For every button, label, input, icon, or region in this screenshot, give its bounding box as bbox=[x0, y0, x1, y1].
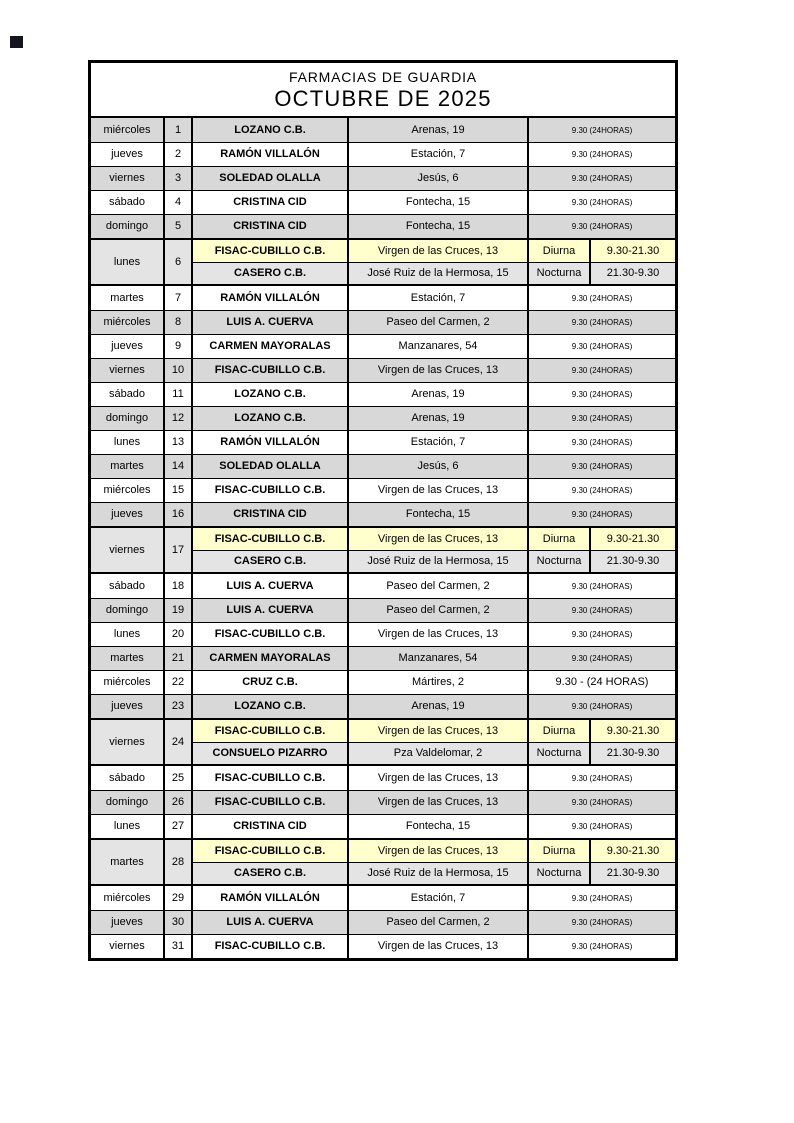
pharmacy-name-cell: LUIS A. CUERVA bbox=[191, 574, 347, 598]
day-number-cell: 25 bbox=[163, 766, 191, 790]
address-cell: Estación, 7 bbox=[347, 286, 527, 310]
day-name-cell: domingo bbox=[91, 791, 163, 814]
address-cell: Virgen de las Cruces, 13 bbox=[347, 359, 527, 382]
pharmacy-name-cell: FISAC-CUBILLO C.B. bbox=[191, 766, 347, 790]
pharmacy-name-cell: FISAC-CUBILLO C.B. bbox=[191, 240, 347, 262]
pharmacy-name-cell: LOZANO C.B. bbox=[191, 383, 347, 406]
day-number-cell: 18 bbox=[163, 574, 191, 598]
day-name-cell: jueves bbox=[91, 503, 163, 526]
pharmacy-name-cell: CARMEN MAYORALAS bbox=[191, 647, 347, 670]
pharmacy-name-cell: CRISTINA CID bbox=[191, 215, 347, 238]
pharmacy-name-cell: LOZANO C.B. bbox=[191, 118, 347, 142]
split-shift-block bbox=[191, 528, 675, 572]
day-shift-row bbox=[191, 240, 675, 262]
hours-cell: 9.30 (24HORAS) bbox=[527, 215, 675, 238]
table-row-day-28 bbox=[91, 838, 675, 886]
shift-hours-cell: 21.30-9.30 bbox=[589, 263, 675, 284]
day-number-cell: 31 bbox=[163, 935, 191, 958]
day-number-cell: 7 bbox=[163, 286, 191, 310]
day-name-cell: lunes bbox=[91, 623, 163, 646]
hours-cell: 9.30 (24HORAS) bbox=[527, 574, 675, 598]
day-number-cell: 26 bbox=[163, 791, 191, 814]
pharmacy-name-cell: LUIS A. CUERVA bbox=[191, 311, 347, 334]
table-row-day-3 bbox=[91, 166, 675, 190]
night-shift-row bbox=[191, 862, 675, 884]
pharmacy-name-cell: FISAC-CUBILLO C.B. bbox=[191, 359, 347, 382]
table-row-day-2 bbox=[91, 142, 675, 166]
table-row-day-11 bbox=[91, 382, 675, 406]
address-cell: Virgen de las Cruces, 13 bbox=[347, 623, 527, 646]
pharmacy-name-cell: CRUZ C.B. bbox=[191, 671, 347, 694]
hours-cell: 9.30 - (24 HORAS) bbox=[527, 671, 675, 694]
table-row-day-13 bbox=[91, 430, 675, 454]
pharmacy-name-cell: FISAC-CUBILLO C.B. bbox=[191, 623, 347, 646]
pharmacy-name-cell: SOLEDAD OLALLA bbox=[191, 455, 347, 478]
pharmacy-name-cell: CASERO C.B. bbox=[191, 263, 347, 284]
table-row-day-25 bbox=[91, 766, 675, 790]
table-row-day-16 bbox=[91, 502, 675, 526]
table-row-day-7 bbox=[91, 286, 675, 310]
day-number-cell: 6 bbox=[163, 240, 191, 284]
day-number-cell: 27 bbox=[163, 815, 191, 838]
day-number-cell: 24 bbox=[163, 720, 191, 764]
address-cell: Paseo del Carmen, 2 bbox=[347, 311, 527, 334]
hours-cell: 9.30 (24HORAS) bbox=[527, 191, 675, 214]
address-cell: Virgen de las Cruces, 13 bbox=[347, 791, 527, 814]
address-cell: Virgen de las Cruces, 13 bbox=[347, 240, 527, 262]
night-shift-row bbox=[191, 742, 675, 764]
day-name-cell: domingo bbox=[91, 215, 163, 238]
day-number-cell: 1 bbox=[163, 118, 191, 142]
hours-cell: 9.30 (24HORAS) bbox=[527, 431, 675, 454]
shift-hours-cell: 9.30-21.30 bbox=[589, 720, 675, 742]
day-name-cell: lunes bbox=[91, 431, 163, 454]
pharmacy-name-cell: CASERO C.B. bbox=[191, 863, 347, 884]
address-cell: Paseo del Carmen, 2 bbox=[347, 574, 527, 598]
night-shift-row bbox=[191, 550, 675, 572]
shift-hours-cell: 9.30-21.30 bbox=[589, 240, 675, 262]
day-name-cell: miércoles bbox=[91, 671, 163, 694]
day-name-cell: lunes bbox=[91, 240, 163, 284]
address-cell: Jesús, 6 bbox=[347, 167, 527, 190]
night-shift-row bbox=[191, 262, 675, 284]
day-name-cell: miércoles bbox=[91, 118, 163, 142]
shift-period-cell: Nocturna bbox=[527, 551, 589, 572]
hours-cell: 9.30 (24HORAS) bbox=[527, 455, 675, 478]
address-cell: Fontecha, 15 bbox=[347, 815, 527, 838]
day-name-cell: jueves bbox=[91, 695, 163, 718]
day-number-cell: 11 bbox=[163, 383, 191, 406]
table-row-day-8 bbox=[91, 310, 675, 334]
address-cell: Virgen de las Cruces, 13 bbox=[347, 479, 527, 502]
day-number-cell: 10 bbox=[163, 359, 191, 382]
day-name-cell: viernes bbox=[91, 528, 163, 572]
table-subtitle-month: OCTUBRE DE 2025 bbox=[274, 85, 492, 111]
table-row-day-9 bbox=[91, 334, 675, 358]
table-row-day-10 bbox=[91, 358, 675, 382]
shift-period-cell: Nocturna bbox=[527, 743, 589, 764]
table-body bbox=[91, 118, 675, 958]
pharmacy-name-cell: CONSUELO PIZARRO bbox=[191, 743, 347, 764]
address-cell: Mártires, 2 bbox=[347, 671, 527, 694]
table-row-day-23 bbox=[91, 694, 675, 718]
pharmacy-name-cell: FISAC-CUBILLO C.B. bbox=[191, 840, 347, 862]
table-row-day-21 bbox=[91, 646, 675, 670]
address-cell: Jesús, 6 bbox=[347, 455, 527, 478]
hours-cell: 9.30 (24HORAS) bbox=[527, 407, 675, 430]
day-number-cell: 17 bbox=[163, 528, 191, 572]
day-name-cell: viernes bbox=[91, 720, 163, 764]
day-number-cell: 12 bbox=[163, 407, 191, 430]
table-row-day-31 bbox=[91, 934, 675, 958]
shift-period-cell: Diurna bbox=[527, 528, 589, 550]
table-header bbox=[91, 63, 675, 118]
pharmacy-name-cell: FISAC-CUBILLO C.B. bbox=[191, 720, 347, 742]
pharmacy-name-cell: RAMÓN VILLALÓN bbox=[191, 431, 347, 454]
day-name-cell: domingo bbox=[91, 407, 163, 430]
pharmacy-name-cell: RAMÓN VILLALÓN bbox=[191, 286, 347, 310]
day-name-cell: lunes bbox=[91, 815, 163, 838]
pharmacy-name-cell: CRISTINA CID bbox=[191, 191, 347, 214]
table-row-day-22 bbox=[91, 670, 675, 694]
day-name-cell: martes bbox=[91, 840, 163, 884]
split-shift-block bbox=[191, 720, 675, 764]
table-row-day-1 bbox=[91, 118, 675, 142]
hours-cell: 9.30 (24HORAS) bbox=[527, 623, 675, 646]
table-row-day-15 bbox=[91, 478, 675, 502]
pharmacy-name-cell: RAMÓN VILLALÓN bbox=[191, 143, 347, 166]
day-number-cell: 16 bbox=[163, 503, 191, 526]
address-cell: Paseo del Carmen, 2 bbox=[347, 599, 527, 622]
pharmacy-name-cell: CRISTINA CID bbox=[191, 503, 347, 526]
day-number-cell: 5 bbox=[163, 215, 191, 238]
table-row-day-4 bbox=[91, 190, 675, 214]
table-row-day-5 bbox=[91, 214, 675, 238]
shift-hours-cell: 21.30-9.30 bbox=[589, 743, 675, 764]
hours-cell: 9.30 (24HORAS) bbox=[527, 503, 675, 526]
address-cell: Manzanares, 54 bbox=[347, 647, 527, 670]
pharmacy-name-cell: LOZANO C.B. bbox=[191, 695, 347, 718]
day-name-cell: sábado bbox=[91, 191, 163, 214]
hours-cell: 9.30 (24HORAS) bbox=[527, 118, 675, 142]
day-number-cell: 22 bbox=[163, 671, 191, 694]
table-row-day-12 bbox=[91, 406, 675, 430]
address-cell: Virgen de las Cruces, 13 bbox=[347, 528, 527, 550]
day-name-cell: viernes bbox=[91, 935, 163, 958]
address-cell: Manzanares, 54 bbox=[347, 335, 527, 358]
day-number-cell: 2 bbox=[163, 143, 191, 166]
day-name-cell: viernes bbox=[91, 359, 163, 382]
day-name-cell: martes bbox=[91, 286, 163, 310]
shift-period-cell: Diurna bbox=[527, 720, 589, 742]
day-number-cell: 4 bbox=[163, 191, 191, 214]
address-cell: Virgen de las Cruces, 13 bbox=[347, 935, 527, 958]
hours-cell: 9.30 (24HORAS) bbox=[527, 599, 675, 622]
pharmacy-name-cell: RAMÓN VILLALÓN bbox=[191, 886, 347, 910]
hours-cell: 9.30 (24HORAS) bbox=[527, 167, 675, 190]
day-name-cell: sábado bbox=[91, 574, 163, 598]
address-cell: Estación, 7 bbox=[347, 886, 527, 910]
day-name-cell: miércoles bbox=[91, 886, 163, 910]
day-number-cell: 21 bbox=[163, 647, 191, 670]
day-number-cell: 23 bbox=[163, 695, 191, 718]
table-row-day-19 bbox=[91, 598, 675, 622]
day-name-cell: martes bbox=[91, 455, 163, 478]
day-name-cell: miércoles bbox=[91, 311, 163, 334]
day-name-cell: domingo bbox=[91, 599, 163, 622]
address-cell: Virgen de las Cruces, 13 bbox=[347, 720, 527, 742]
day-number-cell: 28 bbox=[163, 840, 191, 884]
hours-cell: 9.30 (24HORAS) bbox=[527, 911, 675, 934]
hours-cell: 9.30 (24HORAS) bbox=[527, 286, 675, 310]
table-row-day-18 bbox=[91, 574, 675, 598]
address-cell: Fontecha, 15 bbox=[347, 215, 527, 238]
shift-hours-cell: 9.30-21.30 bbox=[589, 528, 675, 550]
day-name-cell: jueves bbox=[91, 335, 163, 358]
day-shift-row bbox=[191, 720, 675, 742]
day-name-cell: martes bbox=[91, 647, 163, 670]
day-name-cell: miércoles bbox=[91, 479, 163, 502]
shift-period-cell: Diurna bbox=[527, 240, 589, 262]
hours-cell: 9.30 (24HORAS) bbox=[527, 766, 675, 790]
address-cell: José Ruiz de la Hermosa, 15 bbox=[347, 551, 527, 572]
address-cell: Fontecha, 15 bbox=[347, 191, 527, 214]
pharmacy-name-cell: FISAC-CUBILLO C.B. bbox=[191, 528, 347, 550]
table-row-day-17 bbox=[91, 526, 675, 574]
pharmacy-name-cell: LUIS A. CUERVA bbox=[191, 911, 347, 934]
day-name-cell: sábado bbox=[91, 383, 163, 406]
day-number-cell: 15 bbox=[163, 479, 191, 502]
pharmacy-name-cell: SOLEDAD OLALLA bbox=[191, 167, 347, 190]
table-row-day-20 bbox=[91, 622, 675, 646]
shift-hours-cell: 9.30-21.30 bbox=[589, 840, 675, 862]
address-cell: Virgen de las Cruces, 13 bbox=[347, 840, 527, 862]
pharmacy-name-cell: FISAC-CUBILLO C.B. bbox=[191, 935, 347, 958]
table-row-day-29 bbox=[91, 886, 675, 910]
address-cell: Estación, 7 bbox=[347, 431, 527, 454]
day-name-cell: viernes bbox=[91, 167, 163, 190]
split-shift-block bbox=[191, 240, 675, 284]
hours-cell: 9.30 (24HORAS) bbox=[527, 143, 675, 166]
pharmacy-name-cell: FISAC-CUBILLO C.B. bbox=[191, 479, 347, 502]
table-row-day-6 bbox=[91, 238, 675, 286]
hours-cell: 9.30 (24HORAS) bbox=[527, 335, 675, 358]
address-cell: José Ruiz de la Hermosa, 15 bbox=[347, 863, 527, 884]
hours-cell: 9.30 (24HORAS) bbox=[527, 479, 675, 502]
day-number-cell: 20 bbox=[163, 623, 191, 646]
day-name-cell: sábado bbox=[91, 766, 163, 790]
hours-cell: 9.30 (24HORAS) bbox=[527, 359, 675, 382]
pharmacy-name-cell: CASERO C.B. bbox=[191, 551, 347, 572]
hours-cell: 9.30 (24HORAS) bbox=[527, 815, 675, 838]
address-cell: Paseo del Carmen, 2 bbox=[347, 911, 527, 934]
address-cell: Pza Valdelomar, 2 bbox=[347, 743, 527, 764]
split-shift-block bbox=[191, 840, 675, 884]
day-number-cell: 29 bbox=[163, 886, 191, 910]
day-shift-row bbox=[191, 528, 675, 550]
address-cell: Estación, 7 bbox=[347, 143, 527, 166]
day-number-cell: 30 bbox=[163, 911, 191, 934]
shift-hours-cell: 21.30-9.30 bbox=[589, 863, 675, 884]
hours-cell: 9.30 (24HORAS) bbox=[527, 935, 675, 958]
table-row-day-26 bbox=[91, 790, 675, 814]
pharmacy-schedule-table bbox=[88, 60, 678, 961]
pharmacy-name-cell: LOZANO C.B. bbox=[191, 407, 347, 430]
hours-cell: 9.30 (24HORAS) bbox=[527, 791, 675, 814]
shift-period-cell: Nocturna bbox=[527, 863, 589, 884]
hours-cell: 9.30 (24HORAS) bbox=[527, 383, 675, 406]
shift-period-cell: Diurna bbox=[527, 840, 589, 862]
table-title: FARMACIAS DE GUARDIA bbox=[289, 68, 477, 85]
address-cell: Fontecha, 15 bbox=[347, 503, 527, 526]
address-cell: Arenas, 19 bbox=[347, 407, 527, 430]
address-cell: José Ruiz de la Hermosa, 15 bbox=[347, 263, 527, 284]
hours-cell: 9.30 (24HORAS) bbox=[527, 647, 675, 670]
table-row-day-30 bbox=[91, 910, 675, 934]
table-row-day-14 bbox=[91, 454, 675, 478]
day-number-cell: 3 bbox=[163, 167, 191, 190]
day-number-cell: 9 bbox=[163, 335, 191, 358]
hours-cell: 9.30 (24HORAS) bbox=[527, 886, 675, 910]
day-name-cell: jueves bbox=[91, 911, 163, 934]
table-row-day-27 bbox=[91, 814, 675, 838]
shift-hours-cell: 21.30-9.30 bbox=[589, 551, 675, 572]
day-number-cell: 8 bbox=[163, 311, 191, 334]
day-number-cell: 13 bbox=[163, 431, 191, 454]
pharmacy-name-cell: LUIS A. CUERVA bbox=[191, 599, 347, 622]
pharmacy-name-cell: FISAC-CUBILLO C.B. bbox=[191, 791, 347, 814]
address-cell: Arenas, 19 bbox=[347, 383, 527, 406]
day-name-cell: jueves bbox=[91, 143, 163, 166]
address-cell: Arenas, 19 bbox=[347, 118, 527, 142]
page-corner-mark bbox=[10, 36, 23, 48]
day-number-cell: 14 bbox=[163, 455, 191, 478]
hours-cell: 9.30 (24HORAS) bbox=[527, 695, 675, 718]
day-number-cell: 19 bbox=[163, 599, 191, 622]
address-cell: Virgen de las Cruces, 13 bbox=[347, 766, 527, 790]
hours-cell: 9.30 (24HORAS) bbox=[527, 311, 675, 334]
table-row-day-24 bbox=[91, 718, 675, 766]
shift-period-cell: Nocturna bbox=[527, 263, 589, 284]
address-cell: Arenas, 19 bbox=[347, 695, 527, 718]
pharmacy-name-cell: CARMEN MAYORALAS bbox=[191, 335, 347, 358]
day-shift-row bbox=[191, 840, 675, 862]
pharmacy-name-cell: CRISTINA CID bbox=[191, 815, 347, 838]
